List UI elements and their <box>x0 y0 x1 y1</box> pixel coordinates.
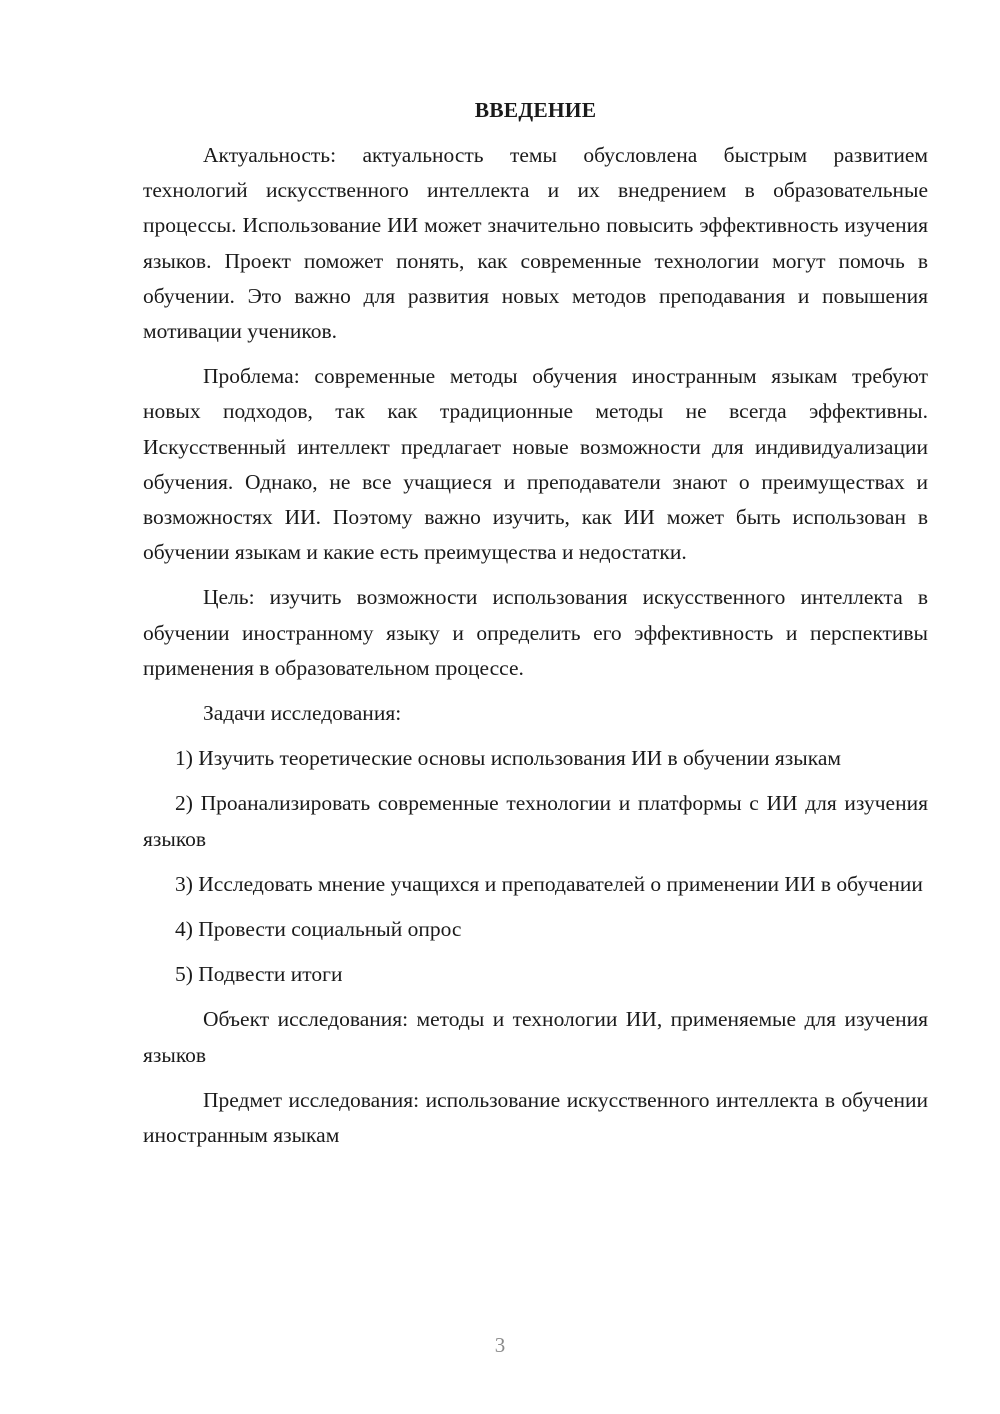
paragraph-relevance: Актуальность: актуальность темы обусловлена быстрым развитием технологий искусственного интеллекта и их внедрением в образовательные процессы. Использование ИИ может значительно повысить эффективность изучения языков. Проект поможет понять, как современные технологии могут помочь в обучении. Это важно для развития новых методов преподавания и повышения мотивации учеников. <box>143 143 928 344</box>
task-item-5: 5) Подвести итоги <box>175 962 343 987</box>
task-item-3: 3) Исследовать мнение учащихся и преподавателей о применении ИИ в обучении <box>175 871 923 896</box>
paragraph-goal: Цель: изучить возможности использования искусственного интеллекта в обучении иностранному языку и определить его эффективность и перспективы применения в образовательном процессе. <box>143 585 928 680</box>
tasks-heading: Задачи исследования: <box>203 701 402 726</box>
paragraph-subject: Предмет исследования: использование искусственного интеллекта в обучении иностранным языкам <box>143 1087 928 1148</box>
tasks-list <box>143 741 928 992</box>
document-title: ВВЕДЕНИЕ <box>474 98 597 122</box>
page-number: 3 <box>494 1333 506 1357</box>
task-item-2: 2) Проанализировать современные технологии и платформы с ИИ для изучения языков <box>143 791 928 851</box>
paragraph-problem: Проблема: современные методы обучения иностранным языкам требуют новых подходов, так как традиционные методы не всегда эффективны. Искусственный интеллект предлагает новые возможности для индивидуализации обучения. Однако, не все учащиеся и преподаватели знают о преимуществах и возможностях ИИ. Поэтому важно изучить, как ИИ может быть использован в обучении языкам и какие есть преимущества и недостатки. <box>143 364 928 565</box>
paragraph-object: Объект исследования: методы и технологии ИИ, применяемые для изучения языков <box>143 1007 928 1067</box>
document-page <box>143 93 928 1163</box>
task-item-4: 4) Провести социальный опрос <box>175 917 462 942</box>
task-item-1: 1) Изучить теоретические основы использования ИИ в обучении языкам <box>175 746 842 771</box>
